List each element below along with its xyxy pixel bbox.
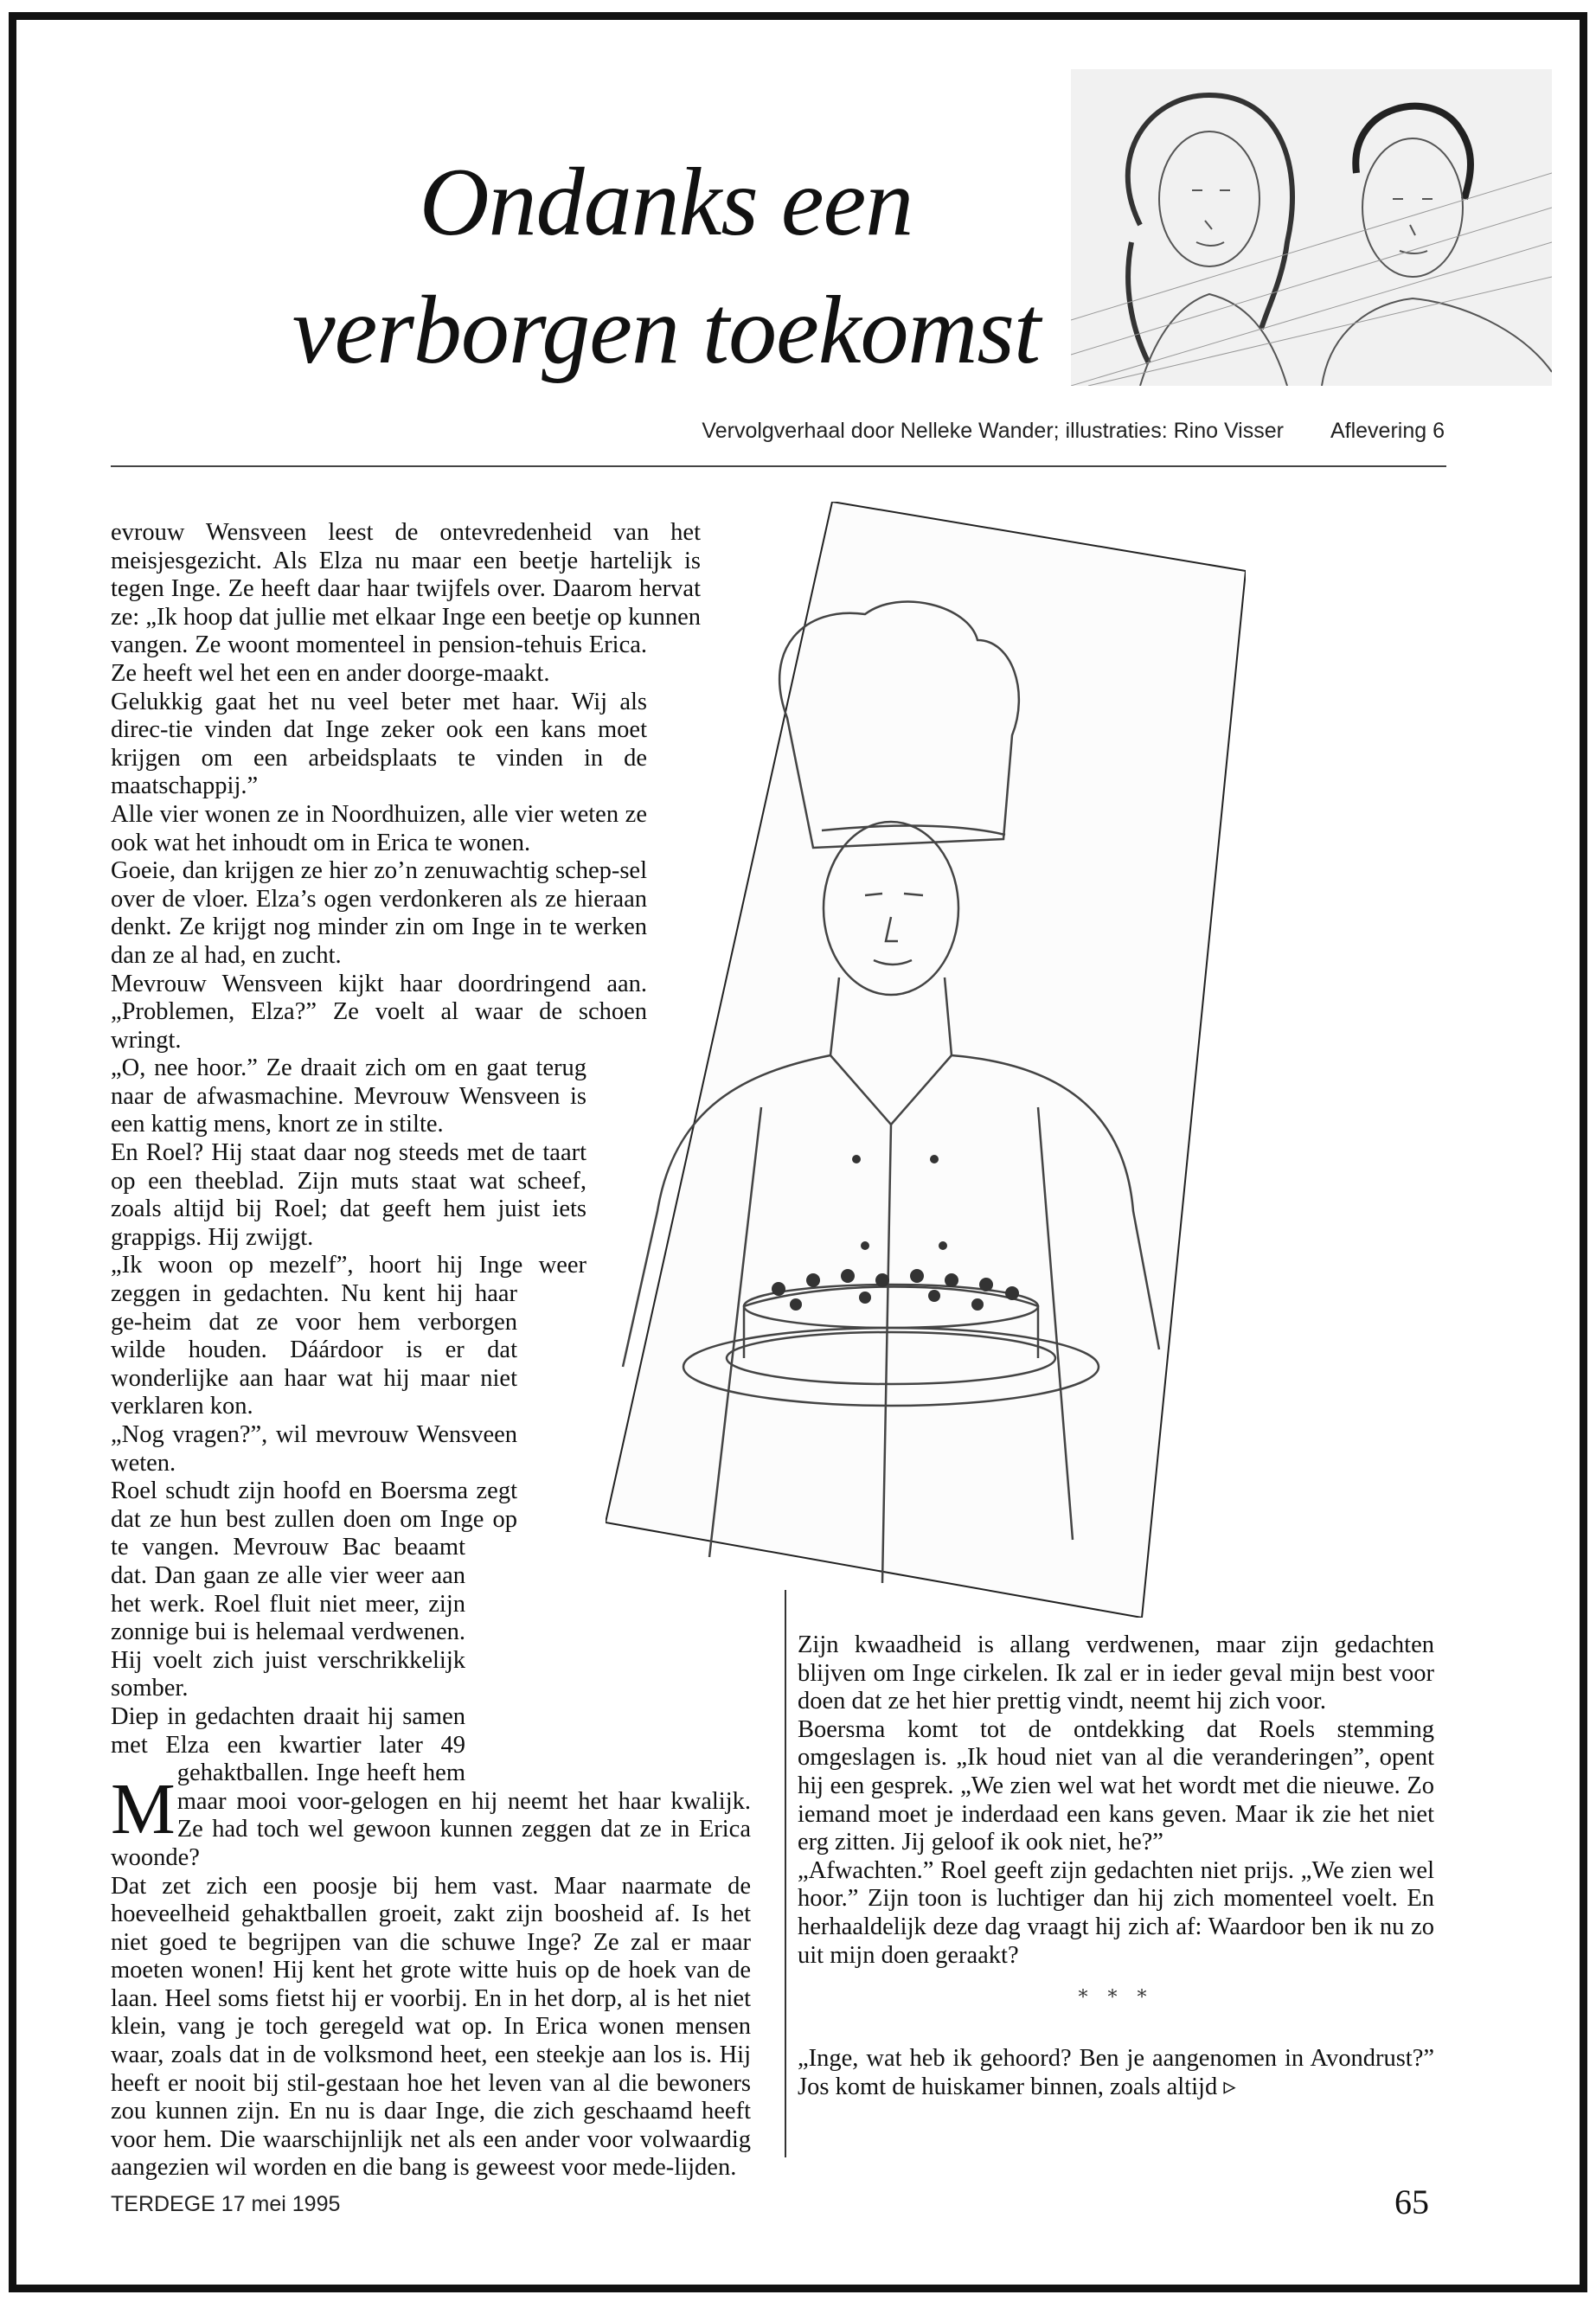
article-column-2 <box>798 1631 1434 2101</box>
article-column-1 <box>111 519 751 2182</box>
paragraph: Roel schudt zijn hoofd en Boersma zegt dat ze hun best zullen doen om Inge op te vangen. Mevrouw Bac beaamt dat. Dan gaan ze alle vier weer aan het werk. Roel fluit niet meer, zijn zonnige bui is helemaal verdwenen. Hij voelt zich juist verschrikkelijk somber. <box>111 1477 517 1702</box>
byline-text: Vervolgverhaal door Nelleke Wander; illustraties: Rino Visser <box>702 419 1284 443</box>
paragraph: „O, nee hoor.” Ze draait zich om en gaat terug naar de afwasmachine. Mevrouw Wensveen is een kattig mens, knort ze in stilte. <box>111 1054 586 1138</box>
episode-label: Aflevering 6 <box>1330 419 1445 443</box>
paragraph: „Afwachten.” Roel geeft zijn gedachten niet prijs. „We zien wel hoor.” Zijn toon is luchtiger dan hij zich momenteel voelt. En herhaaldelijk deze dag vraagt hij zich af: Waardoor ben ik nu zo uit mijn doen geraakt? <box>798 1856 1434 1969</box>
portrait-illustration <box>1071 69 1552 386</box>
paragraph: Mevrouw Wensveen kijkt haar doordringend aan. „Problemen, Elza?” Ze voelt al waar de schoen wringt. <box>111 970 647 1054</box>
title-line-2: verborgen toekomst <box>292 277 1041 384</box>
title-line-1: Ondanks een <box>419 149 913 256</box>
paragraph: „Ik woon op mezelf”, hoort hij Inge weer zeggen in gedachten. Nu kent hij haar ge-heim dat ze voor hem verborgen wilde houden. Dáárdoor is er dat wonderlijke aan haar wat hij maar niet verklaren kon. <box>111 1252 586 1420</box>
paragraph: Dat zet zich een poosje bij hem vast. Maar naarmate de hoeveelheid gehaktballen groeit, zakt zijn boosheid af. Is het niet goed te begrijpen van die schuwe Inge? Ze zal er maar moeten wonen! Hij kent het grote witte huis op de hoek van de laan. Heel soms fietst hij er voorbij. En in het dorp, al is het niet klein, vang je toch geregeld wat op. In Erica wonen mensen waar, zoals dat in de volksmond heet, een steekje aan los is. Hij heeft er nooit bij stil-gestaan hoe het leven van al die bewoners zou kunnen zijn. En nu is daar Inge, die zich geschaamd heeft voor hem. Die waarschijnlijk net als een ander voor volwaardig aangezien wil worden en die bang is geweest voor mede-lijden. <box>111 1872 751 2182</box>
article-title <box>285 138 1047 394</box>
drop-cap: M <box>111 1769 176 1849</box>
paragraph: evrouw Wensveen leest de ontevredenheid van het meisjesgezicht. Als Elza nu maar een beetje hartelijk is tegen Inge. Ze heeft daar haar twijfels over. Daarom hervat ze: „Ik hoop dat jullie met elkaar Inge een beetje op kunnen vangen. Ze woont momenteel in pension-tehuis Erica. Ze heeft wel het een en ander doorge-maakt. <box>111 519 701 687</box>
paragraph: Zijn kwaadheid is allang verdwenen, maar zijn gedachten blijven om Inge cirkelen. Ik zal er in ieder geval mijn best voor doen dat ze het hier prettig vindt, neemt hij zich voor. <box>798 1631 1434 1715</box>
byline <box>606 419 1445 444</box>
paragraph: En Roel? Hij staat daar nog steeds met de taart op een theeblad. Zijn muts staat wat scheef, zoals altijd bij Roel; dat geeft hem juist iets grappigs. Hij zwijgt. <box>111 1139 586 1251</box>
paragraph: Diep in gedachten draait hij samen met Elza een kwartier later 49 gehaktballen. Inge heeft hem maar mooi voor-gelogen en hij neemt het haar kwalijk. Ze had toch wel gewoon kunnen zeggen dat ze in Erica woonde? <box>111 1702 751 1871</box>
header-divider <box>111 465 1446 467</box>
paragraph: Boersma komt tot de ontdekking dat Roels stemming omgeslagen is. „Ik houd niet van al die veranderingen”, opent hij een gesprek. „We zien wel wat het wordt met die nieuwe. Zo iemand moet je inderdaad een kans geven. Maar ik zie het niet erg zitten. Jij geloof ik ook niet, he?” <box>798 1715 1434 1856</box>
magazine-footer: TERDEGE 17 mei 1995 <box>111 2192 341 2216</box>
paragraph: „Inge, wat heb ik gehoord? Ben je aangenomen in Avondrust?” Jos komt de huiskamer binnen, zoals altijd ▹ <box>798 2045 1434 2100</box>
page-number: 65 <box>1394 2182 1429 2221</box>
paragraph: Gelukkig gaat het nu veel beter met haar. Wij als direc-tie vinden dat Inge zeker ook een kans moet krijgen om een arbeidsplaats te vinden in de maatschappij.” <box>111 688 647 800</box>
paragraph: Goeie, dan krijgen ze hier zo’n zenuwachtig schep-sel over de vloer. Elza’s ogen verdonkeren als ze hieraan denkt. Ze krijgt nog minder zin om Inge in te werken dan ze al had, en zucht. <box>111 857 647 969</box>
paragraph: „Nog vragen?”, wil mevrouw Wensveen weten. <box>111 1421 517 1477</box>
column-divider <box>785 1590 786 2157</box>
section-separator: * * * <box>1078 1987 1154 2009</box>
paragraph: Alle vier wonen ze in Noordhuizen, alle vier weten ze ook wat het inhoudt om in Erica te wonen. <box>111 800 647 856</box>
